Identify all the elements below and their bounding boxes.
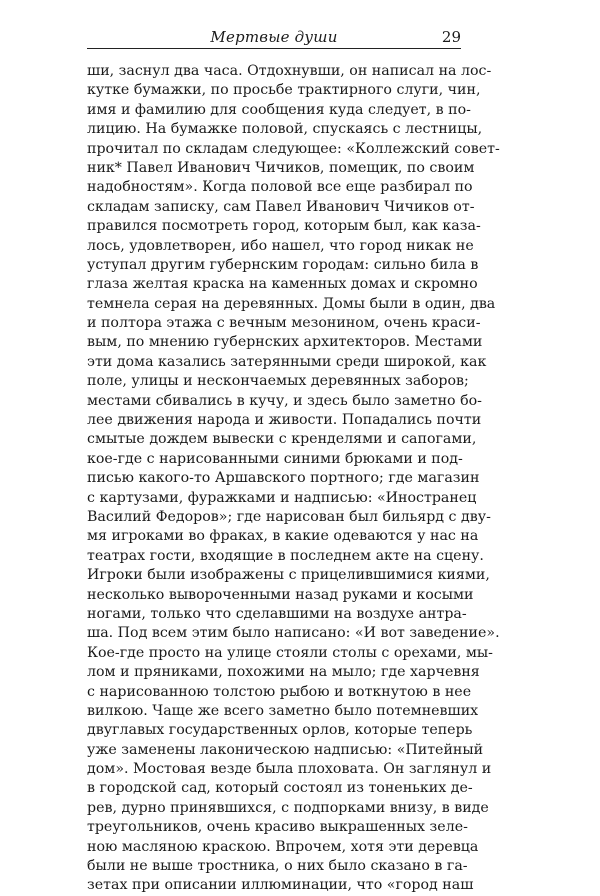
text-line: зетах при описании иллюминации, что «город наш [87, 877, 474, 894]
text-line: темнела серая на деревянных. Домы были в один, два [87, 295, 496, 312]
text-line: писью какого-то Аршавского портного; где магазин [87, 470, 480, 487]
text-line: в городской сад, который состоял из тоненьких де- [87, 780, 473, 797]
text-line: ши, заснул два часа. Отдохнувши, он написал на лос- [87, 63, 492, 79]
text-line: складам записку, сам Павел Иванович Чичиков от- [87, 198, 475, 215]
body-text [87, 62, 500, 896]
text-line: поле, улицы и нескончаемых деревянных заборов; [87, 373, 469, 390]
text-line: лом и пряниками, похожими на мыло; где харчевня [87, 664, 480, 681]
text-line: рев, дурно принявшихся, с подпорками внизу, в виде [87, 799, 489, 816]
text-line: театрах гости, входящие в последнем акте на сцену. [87, 547, 484, 564]
text-line: ногами, только что сделавшими на воздухе антра- [87, 605, 467, 622]
text-line: лее движения народа и живости. Попадались почти [87, 412, 482, 429]
text-line: смытые дождем вывески с кренделями и сапогами, [87, 431, 477, 448]
text-line: имя и фамилию для сообщения куда следует, в по- [87, 101, 471, 118]
text-line: Игроки были изображены с прицелившимися киями, [87, 567, 490, 584]
text-line: дом». Мостовая везде была плоховата. Он заглянул и [87, 761, 492, 778]
text-line: двуглавых государственных орлов, которые теперь [87, 722, 473, 739]
text-line: эти дома казались затерянными среди широкой, как [87, 353, 487, 370]
text-line: с нарисованною толстою рыбою и воткнутою в нее [87, 683, 472, 700]
text-line: ною масляною краскою. Впрочем, хотя эти деревца [87, 838, 479, 855]
text-line: глаза желтая краска на каменных домах и скромно [87, 276, 478, 293]
text-line: мя игроками во фраках, в какие одеваются у нас на [87, 528, 479, 545]
text-line: кутке бумажки, по просьбе трактирного слуги, чин, [87, 82, 481, 99]
text-line: кое-где с нарисованными синими брюками и под- [87, 450, 463, 467]
text-line: вилкою. Чаще же всего заметно было потемневших [87, 702, 479, 719]
text-line: уже заменены лаконическою надписью: «Питейный [87, 741, 484, 758]
text-line: правился посмотреть город, которым был, как каза- [87, 218, 481, 235]
text-line: лицию. На бумажке половой, спускаясь с лестницы, [87, 121, 483, 138]
text-line: надобностям». Когда половой все еще разбирал по [87, 179, 473, 196]
text-line: вым, по мнению губернских архитекторов. Местами [87, 334, 483, 351]
text-line: лось, удовлетворен, ибо нашел, что город никак не [87, 237, 474, 254]
running-title: Мертвые души [210, 28, 338, 46]
text-line: несколько вывороченными назад руками и косыми [87, 586, 474, 603]
text-line: уступал другим губернским городам: сильно била в [87, 256, 479, 273]
text-line: Василий Федоров»; где нарисован был бильярд с дву- [87, 508, 491, 525]
running-header [87, 26, 461, 49]
page-number: 29 [441, 28, 461, 46]
text-line: с картузами, фуражками и надписью: «Иностранец [87, 489, 477, 506]
text-line: ша. Под всем этим было написано: «И вот заведение». [87, 625, 500, 642]
text-line: Кое-где просто на улице стояли столы с орехами, мы- [87, 644, 493, 661]
text-line: треугольников, очень красиво выкрашенных зеле- [87, 819, 468, 836]
text-line: местами сбивались в кучу, и здесь было заметно бо- [87, 392, 482, 409]
text-line: и полтора этажа с вечным мезонином, очень краси- [87, 315, 481, 332]
text-line: были не выше тростника, о них было сказано в га- [87, 858, 468, 875]
text-line: ник* Павел Иванович Чичиков, помещик, по своим [87, 159, 475, 176]
text-line: прочитал по складам следующее: «Коллежский совет- [87, 140, 500, 157]
